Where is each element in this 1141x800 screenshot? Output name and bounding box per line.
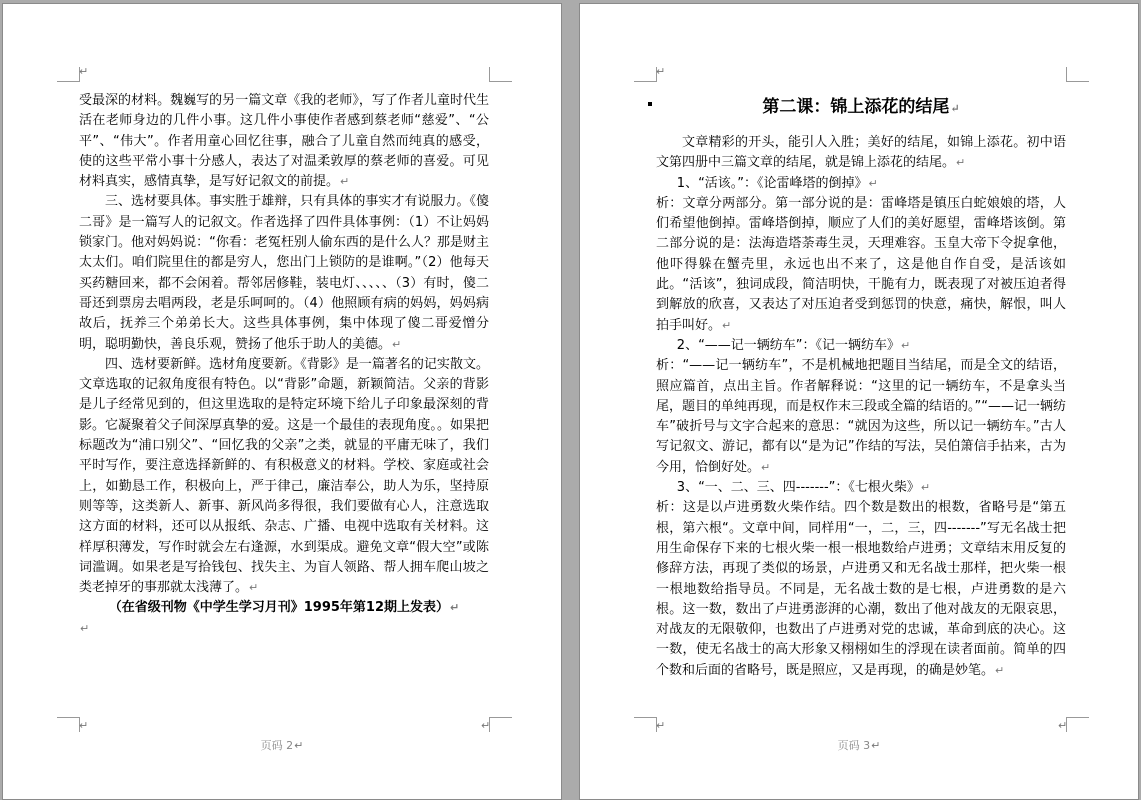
crop-mark-top-right [489, 67, 512, 82]
paragraph-text: 四、选材要新鲜。选材角度要新。《背影》是一篇著名的记实散文。文章选取的记叙角度很有特色。以“背影”命题，新颖简洁。父亲的背影是儿子经常见到的，但这里选取的是特定环境下给儿子印象最深刻的背影。它凝聚着父子间深厚真挚的爱。这是一个最佳的表现角度。。如果把标题改为“浦口别父”、“回忆我的父亲”之类，就显的平庸无味了，我们平时写作，要注意选择新鲜的、有积极意义的材料。学校、家庭或社会上，如勤恳工作，积极向上，严于律己，廉洁奉公，助人为乐，坚持原则等等，这类新人、新事、新风尚多得很，我们要做有心人，注意选取这方面的材料，还可以从报纸、杂志、广播、电视中选取有关材料。这样厚积薄发，写作时就会左右逢源，水到渠成。避免文章“假大空”或陈词滥调。如果老是写拾钱包、找失主、为盲人领路、帮人拥车爬山坡之类老掉牙的事那就太浅薄了。 [79, 356, 489, 596]
page-body-text[interactable] [79, 91, 489, 639]
paragraph [79, 91, 489, 192]
bullet-icon [648, 102, 652, 106]
crop-mark-bottom-left [57, 717, 80, 732]
paragraph-mark-icon: ↵ [249, 581, 259, 595]
paragraph-text: 受最深的材料。魏巍写的另一篇文章《我的老师》，写了作者儿童时代生活在老师身边的几件小事。这几件小事使作者感到蔡老师“慈爱”、“公平”、“伟大”。作者用童心回忆往事，融合了儿童自然而纯真的感受，使的这些平常小事十分感人，表达了对温柔敦厚的蔡老师的喜爱。可见材料真实，感情真挚，是写好记叙文的前提。 [79, 93, 489, 190]
paragraph [79, 192, 489, 354]
paragraph-mark-icon: ↵ [80, 621, 90, 635]
crop-mark-top-left [57, 67, 80, 82]
paragraph-mark-icon: ↵ [450, 601, 460, 615]
paragraph-mark-icon: ↵ [656, 65, 666, 78]
crop-mark-top-right [1066, 67, 1089, 82]
paragraph [79, 619, 489, 639]
paragraph [656, 356, 1066, 478]
page-number: 页码 2↵ [260, 739, 304, 752]
paragraph-mark-icon: ↵ [868, 176, 878, 190]
document-page-3[interactable] [579, 3, 1139, 800]
paragraph-mark-icon: ↵ [79, 65, 89, 78]
paragraph-text: （在省级刊物《中学生学习月刊》1995年第12期上发表） [108, 600, 450, 616]
paragraph [656, 478, 1066, 498]
paragraph [656, 336, 1066, 356]
paragraph-text: 1、“活该。”：《论雷峰塔的倒掉》 [676, 175, 868, 191]
paragraph-mark-icon: ↵ [392, 337, 402, 351]
paragraph-mark-icon: ↵ [79, 719, 89, 732]
paragraph-mark-icon: ↵ [920, 481, 931, 495]
crop-mark-bottom-left [634, 717, 657, 732]
paragraph [656, 498, 1066, 681]
paragraph [656, 194, 1066, 336]
paragraph-text: 析：文章分两部分。第一部分说的是：雷峰塔是镇压白蛇娘娘的塔，人们希望他倒掉。雷峰塔倒掉，顺应了人们的美好愿望，雷峰塔该倒。第二部分说的是：法海造塔荼毒生灵，天理难容。玉皇大帝下令捉拿他，他吓得躲在蟹壳里，永远也出不来了，这是他自作自受，是活该如此。“活该”，独词成段，简洁明快，干脆有力，既表现了对被压迫者得到解放的欣喜，又表达了对压迫者受到惩罚的快意，痛快，解恨，叫人拍手叫好。 [656, 195, 1066, 333]
crop-mark-top-left [634, 67, 657, 82]
paragraph-text: 析：“——记一辆纺车”，不是机械地把题目当结尾，而是全文的结语，照应篇首，点出主旨。作者解释说：“这里的记一辆纺车，不是拿头当尾，题目的单纯再现，而是权作末三段或全篇的结语的。”“——记一辆纺车”破折号与文字合起来的意思：“就因为这些，所以记一辆纺车。”古人写记叙文、游记，都有以“是为记”作结的写法，吴伯箫信手拈来，古为今用，恰倒好处。 [656, 358, 1066, 475]
paragraph-mark-icon: ↵ [901, 338, 911, 352]
paragraph-mark-icon: ↵ [722, 318, 732, 332]
paragraph-text: 3、“一、二、三、四-------”：《七根火柴》 [676, 480, 920, 496]
paragraph-text: 2、“——记一辆纺车”：《记一辆纺车》 [676, 337, 901, 353]
paragraph-mark-icon: ↵ [656, 719, 666, 732]
paragraph-mark-icon: ↵ [995, 663, 1005, 677]
page-body-text[interactable] [656, 133, 1066, 681]
crop-mark-bottom-right [489, 717, 512, 732]
paragraph [656, 133, 1066, 174]
paragraph-text: 析：这是以卢进勇数火柴作结。四个数是数出的根数，省略号是“第五根，第六根“。文章中间，同样用“一，二，三，四-------”写无名战士把用生命保存下来的七根火柴一根一根地数给卢进勇；文章结末用反复的修辞方法，再现了类似的场景，卢进勇又和无名战士那样，把火柴一根一根地数给指导员。不同是，无名战士数的是七根，卢进勇数的是六根。这一数，数出了卢进勇澎湃的心潮，数出了他对战友的无限哀思，对战友的无限敬仰，也数出了卢进勇对党的忠诚，革命到底的决心。这一数，使无名战士的高大形象又栩栩如生的浮现在读者面前。简单的四个数和后面的省略号，既是照应，又是再现，的确是妙笔。 [656, 500, 1066, 678]
paragraph-mark-icon: ↵ [340, 175, 350, 189]
paragraph [656, 174, 1066, 194]
paragraph [79, 355, 489, 599]
crop-mark-bottom-right [1066, 717, 1089, 732]
paragraph-text: 文章精彩的开头，能引人入胜；美好的结尾，如锦上添花。初中语文第四册中三篇文章的结尾，就是锦上添花的结尾。 [656, 135, 1066, 171]
lesson-title: 第二课：锦上添花的结尾↵ [762, 97, 960, 117]
paragraph-mark-icon: ↵ [481, 719, 491, 732]
document-page-2[interactable] [2, 3, 562, 800]
paragraph-text: 三、选材要具体。事实胜于雄辩，只有具体的事实才有说服力。《傻二哥》是一篇写人的记叙文。作者选择了四件具体事例：（1）不让妈妈锁家门。他对妈妈说：“你看：老冤枉别人偷东西的是什么人？那是财主太太们。咱们院里住的都是穷人，您出门上锁防的是谁啊。”（2）他每天买药糖回来，都不会闲着。帮邻居修鞋，装电灯、、、、、（3）有时，傻二哥还到票房去唱两段，老是乐呵呵的。（4）他照顾有病的妈妈，妈妈病故后，抚养三个弟弟长大。这些具体事例，集中体现了傻二哥爱憎分明，聪明勤快，善良乐观，赞扬了他乐于助人的美德。 [79, 194, 489, 352]
paragraph-mark-icon: ↵ [1058, 719, 1068, 732]
paragraph-mark-icon: ↵ [956, 156, 966, 170]
page-number: 页码 3↵ [837, 739, 881, 752]
paragraph-mark-icon: ↵ [761, 460, 771, 474]
paragraph [79, 598, 489, 618]
